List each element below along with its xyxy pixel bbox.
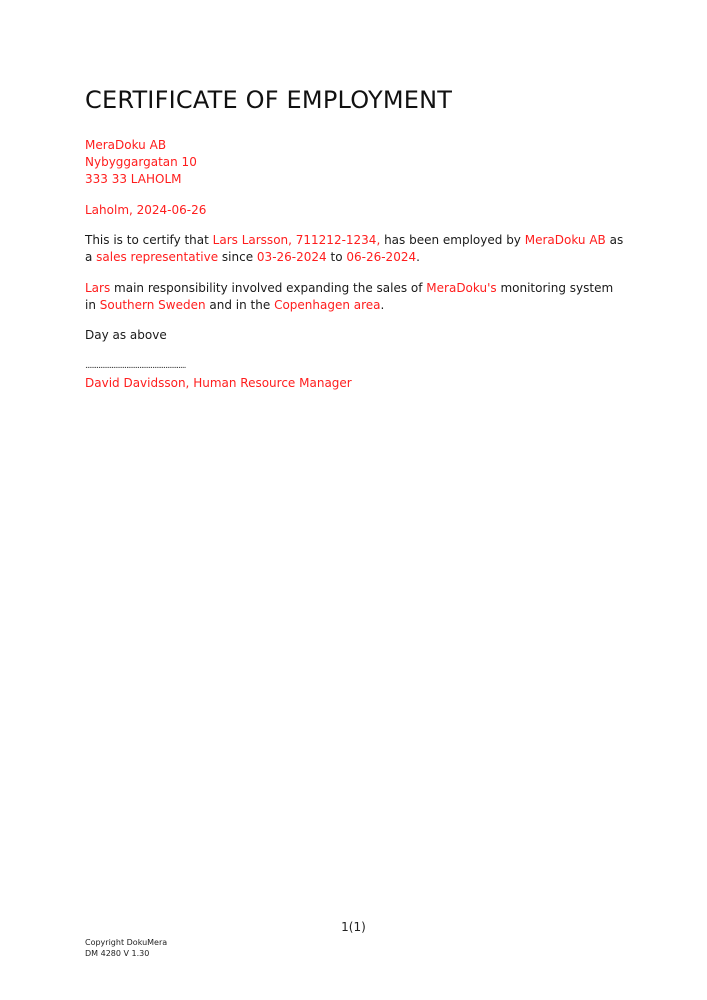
region-copenhagen: Copenhagen area xyxy=(274,298,381,312)
footer xyxy=(85,937,167,959)
company-possessive: MeraDoku's xyxy=(426,281,497,295)
company-address xyxy=(85,137,625,188)
employee-first-name: Lars xyxy=(85,281,111,295)
page-number: 1(1) xyxy=(341,920,366,934)
start-date: 03-26-2024 xyxy=(256,250,327,264)
text-segment: since xyxy=(218,250,257,264)
employee-name-id: Lars Larsson, 711212-1234, xyxy=(212,233,381,247)
text-segment: as a xyxy=(85,233,624,264)
responsibility-paragraph xyxy=(85,280,625,314)
end-date: 06-26-2024 xyxy=(346,250,417,264)
document-title: CERTIFICATE OF EMPLOYMENT xyxy=(85,86,453,114)
footer-copyright: Copyright DokuMera xyxy=(85,938,168,947)
text-segment: main responsibility involved expanding the sales of xyxy=(110,281,427,295)
text-segment: monitoring system in xyxy=(85,281,614,312)
text-segment: This is to certify that xyxy=(85,233,213,247)
text-segment: to xyxy=(326,250,347,264)
place-and-date: Laholm, 2024-06-26 xyxy=(85,203,207,217)
text-segment: . xyxy=(416,250,420,264)
company-name: MeraDoku AB xyxy=(85,138,167,152)
job-position: sales representative xyxy=(96,250,219,264)
text-segment: and in the xyxy=(205,298,275,312)
signatory: David Davidsson, Human Resource Manager xyxy=(85,376,352,390)
region-southern-sweden: Southern Sweden xyxy=(99,298,206,312)
text-segment: . xyxy=(380,298,385,312)
footer-document-id: DM 4280 V 1.30 xyxy=(85,949,150,958)
street-address: Nybyggargatan 10 xyxy=(85,155,197,169)
signature-line: ...................................................... xyxy=(85,361,186,371)
employer-name: MeraDoku AB xyxy=(524,233,606,247)
postal-address: 333 33 LAHOLM xyxy=(85,172,182,186)
day-as-above: Day as above xyxy=(85,328,167,342)
text-segment: has been employed by xyxy=(380,233,525,247)
certification-paragraph xyxy=(85,232,625,266)
